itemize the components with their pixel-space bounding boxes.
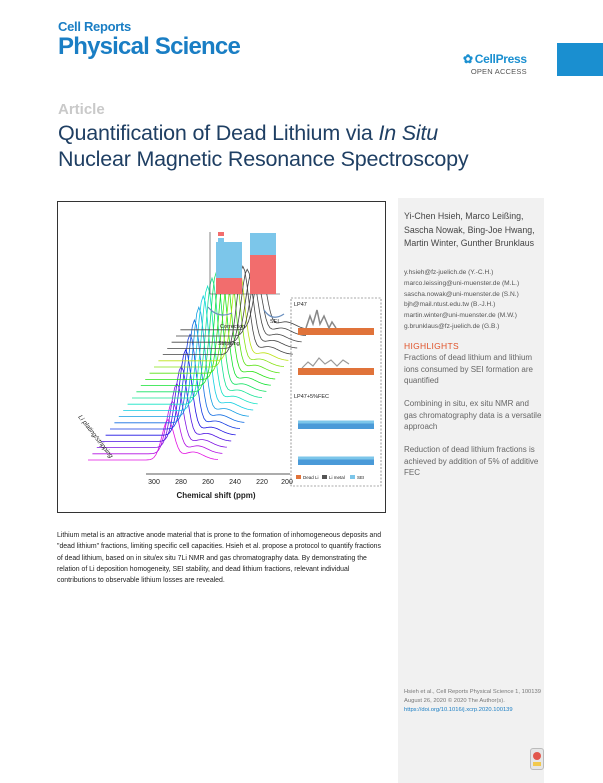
corner-tab bbox=[557, 43, 603, 76]
email-item[interactable]: marco.leissing@uni-muenster.de (M.L.) bbox=[404, 279, 520, 287]
legend-swatch bbox=[296, 475, 301, 479]
open-access-label: OPEN ACCESS bbox=[470, 67, 527, 76]
email-item[interactable]: bjh@mail.ntust.edu.tw (B.-J.H.) bbox=[404, 301, 496, 309]
legend-swatch bbox=[218, 238, 224, 242]
x-tick: 220 bbox=[256, 479, 268, 486]
article-type: Article bbox=[58, 101, 105, 118]
abstract-text: Lithium metal is an attractive anode material that is prone to the formation of inhomogeneous deposits and "dead lithium" fractions, limiting specific cell capacities. Hsieh et al. propose a protocol to quantify fractions of dead lithium, based on in situ/ex situ 7Li NMR and gas chromatography data. By demonstrating the relation of Li deposition homogeneity, SEI stability, and dead lithium fractions, relevant individual contributions to observable lithium losses are revealed. bbox=[57, 532, 382, 585]
x-tick: 240 bbox=[229, 479, 241, 486]
plating-label: Li plating/stripping bbox=[76, 413, 115, 460]
sei-bar bbox=[216, 242, 242, 278]
doi-link[interactable]: https://doi.org/10.1016/j.xcrp.2020.100139 bbox=[404, 706, 513, 713]
dead-li-bar bbox=[216, 278, 242, 294]
graphical-abstract bbox=[57, 201, 386, 513]
legend-entry: Li metal bbox=[329, 475, 345, 480]
legend-entry: SEI bbox=[357, 475, 365, 480]
sei-bar bbox=[250, 233, 276, 255]
highlight-3: Reduction of dead lithium fractions is achieved by addition of 5% of additive FEC bbox=[404, 445, 539, 477]
x-tick: 200 bbox=[281, 479, 293, 486]
x-axis-label: Chemical shift (ppm) bbox=[176, 491, 256, 500]
legend-entry: Dead Li bbox=[303, 475, 319, 480]
email-item[interactable]: martin.winter@uni-muenster.de (M.W.) bbox=[404, 312, 517, 320]
highlight-1: Fractions of dead lithium and lithium ions consumed by SEI formation are quantified bbox=[404, 353, 533, 385]
highlights-heading: HIGHLIGHTS bbox=[404, 341, 459, 351]
panel-label: LP47 bbox=[294, 302, 307, 308]
crossmark-icon[interactable] bbox=[530, 748, 544, 770]
email-item[interactable]: y.hsieh@fz-juelich.de (Y.-C.H.) bbox=[404, 269, 494, 276]
legend-swatch bbox=[350, 475, 355, 479]
email-item[interactable]: sascha.nowak@uni-muenster.de (S.N.) bbox=[404, 290, 519, 298]
email-list bbox=[404, 268, 542, 333]
x-tick: 260 bbox=[202, 479, 214, 486]
panel-label: LP47+5%FEC bbox=[294, 394, 330, 400]
journal-logo bbox=[58, 20, 240, 60]
title-part-1: Quantification of Dead Lithium via bbox=[58, 121, 379, 145]
citation-date: August 26, 2020 © 2020 The Author(s). bbox=[404, 697, 505, 704]
legend-swatch bbox=[322, 475, 327, 479]
legend-swatch bbox=[218, 232, 224, 236]
inset-right-label: SEI bbox=[270, 319, 279, 325]
journal-name-line1: Cell Reports bbox=[58, 19, 131, 34]
graphical-abstract-figure bbox=[58, 202, 385, 512]
citation-ref: Hsieh et al., Cell Reports Physical Science 1, 100139 bbox=[404, 689, 541, 695]
publisher-logo[interactable] bbox=[463, 52, 527, 76]
journal-name-line2: Physical Science bbox=[58, 33, 240, 60]
email-item[interactable]: g.brunklaus@fz-juelich.de (G.B.) bbox=[404, 322, 500, 330]
x-tick: 280 bbox=[175, 479, 187, 486]
citation bbox=[404, 688, 542, 714]
inset-left-label: Correction bbox=[220, 324, 246, 330]
article-title bbox=[58, 120, 538, 172]
title-part-2: In Situ bbox=[378, 121, 439, 145]
author-list: Yi-Chen Hsieh, Marco Leißing, Sascha Nowak, Bing-Joe Hwang, Martin Winter, Gunther Brunklaus bbox=[404, 211, 535, 248]
dead-li-bar bbox=[250, 255, 276, 294]
title-part-3: Nuclear Magnetic Resonance Spectroscopy bbox=[58, 147, 469, 171]
cellpress-logo-icon: ✿ bbox=[463, 52, 473, 66]
x-tick: 300 bbox=[148, 479, 160, 486]
publisher-brand: CellPress bbox=[474, 52, 527, 66]
stripping-label: Stripping bbox=[218, 341, 240, 347]
highlight-2: Combining in situ, ex situ NMR and gas chromatography data is a versatile approach bbox=[404, 399, 542, 431]
